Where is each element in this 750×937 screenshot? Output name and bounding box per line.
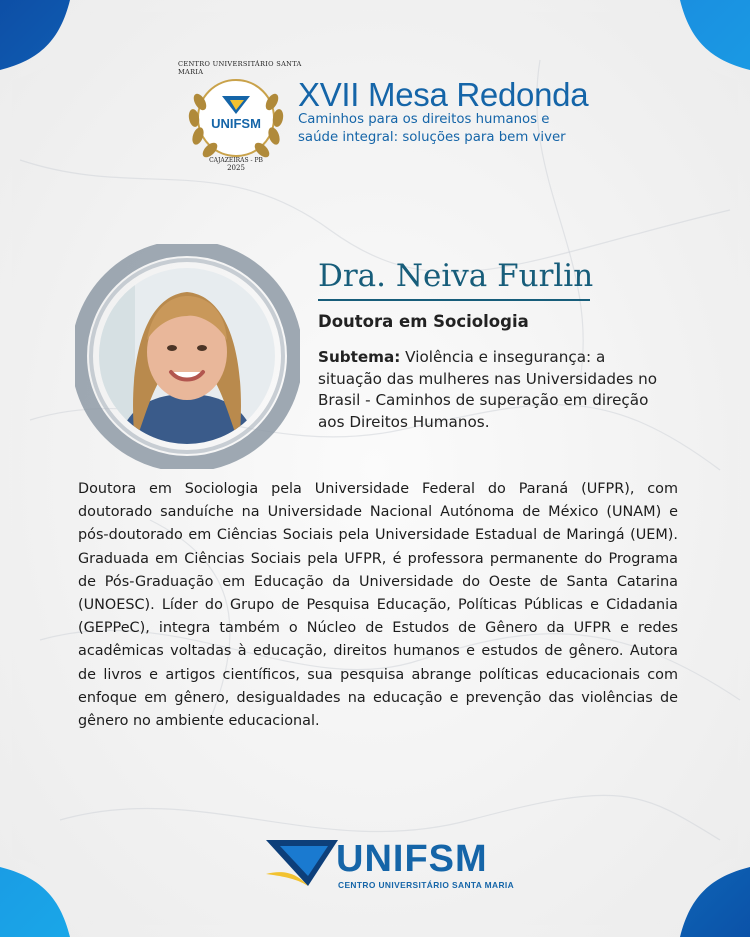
university-seal-icon xyxy=(180,62,292,174)
event-subtitle-line1: Caminhos para os direitos humanos e xyxy=(298,112,550,127)
subtheme xyxy=(318,347,658,433)
speaker-photo xyxy=(75,244,300,469)
speaker-name: Dra. Neiva Furlin xyxy=(318,258,594,294)
speaker-degree: Doutora em Sociologia xyxy=(318,312,529,331)
seal-brand: UNIFSM xyxy=(211,116,261,131)
unifsm-logo-icon xyxy=(262,834,342,892)
seal-city: CAJAZEIRAS - PB xyxy=(209,157,263,164)
speaker-bio: Doutora em Sociologia pela Universidade Federal do Paraná (UFPR), com doutorado sanduíche na Universidade Nacional Autónoma de México (UNAM) e pós-doutorado em Ciências Sociais pela Universidade Estadual de Maringá (UEM). Graduada em Ciências Sociais pela UFPR, é professora permanente do Programa de Pós-Graduação em Educação da Universidade do Oeste de Santa Catarina (UNOESC). Líder do Grupo de Pesquisa Educação, Políticas Públicas e Cidadania (GEPPeC), integra também o Núcleo de Estudos de Gênero da UFPR e redes acadêmicas voltadas à educação, direitos humanos e estudos de gênero. Autora de livros e artigos científicos, sua pesquisa abrange políticas educacionais com enfoque em gênero, desigualdades na educação e prevenção das violências de gênero no ambiente educacional. xyxy=(78,481,678,730)
subtheme-text: Violência e insegurança: a situação das mulheres nas Universidades no Brasil - Caminhos de superação em direção aos Direitos Humanos. xyxy=(318,348,658,431)
subtheme-label: Subtema: xyxy=(318,348,401,366)
footer-brand: UNIFSM xyxy=(336,838,488,880)
name-underline xyxy=(318,299,590,301)
seal-caption: CENTRO UNIVERSITÁRIO SANTA MARIA xyxy=(178,60,302,76)
event-subtitle xyxy=(298,111,598,147)
footer-tagline: CENTRO UNIVERSITÁRIO SANTA MARIA xyxy=(338,880,515,890)
event-title: XVII Mesa Redonda xyxy=(298,76,589,113)
seal-year: 2025 xyxy=(227,164,245,172)
event-subtitle-line2: saúde integral: soluções para bem viver xyxy=(298,130,566,145)
